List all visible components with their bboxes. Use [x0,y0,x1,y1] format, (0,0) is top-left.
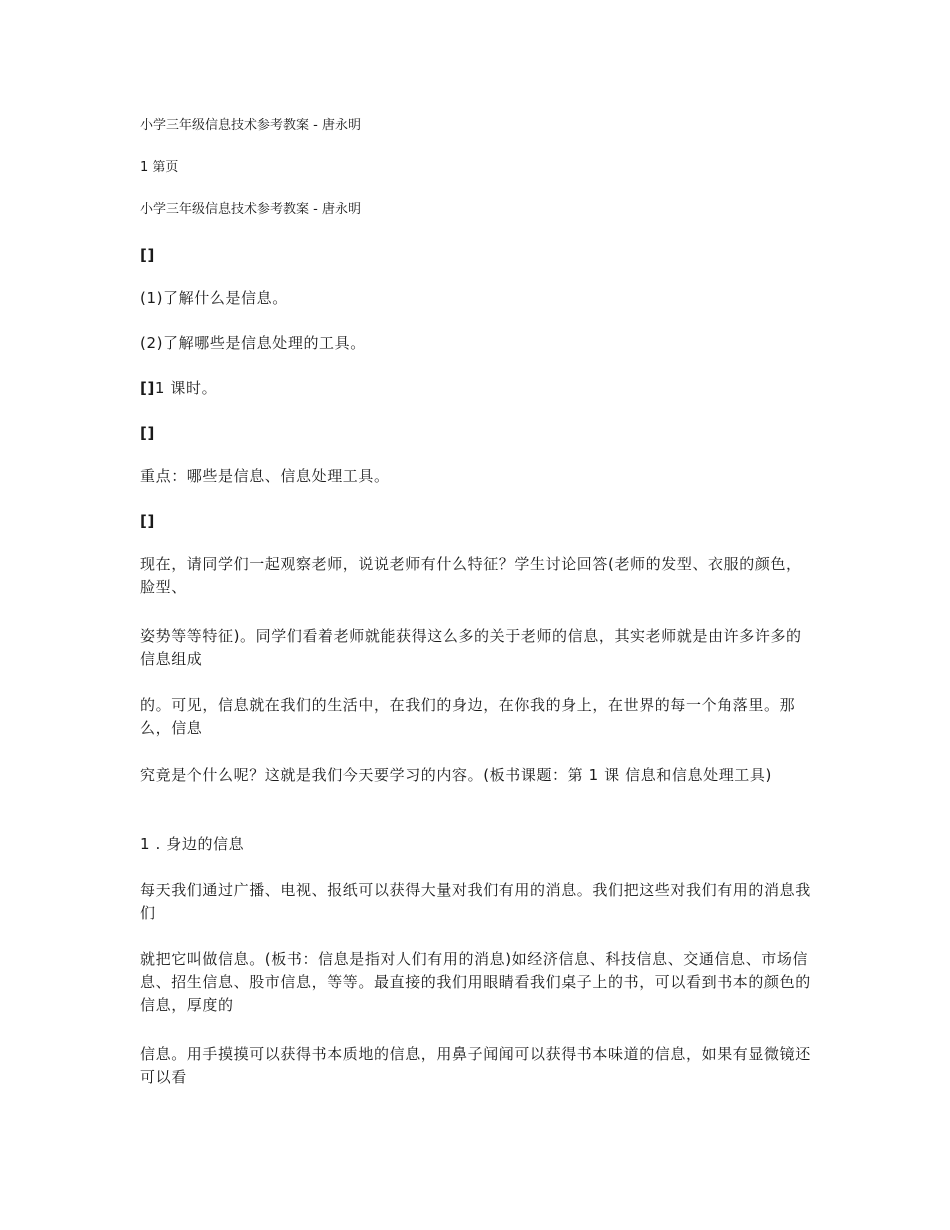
paragraph-3: 的。可见，信息就在我们的生活中，在我们的身边，在你我的身上，在世界的每一个角落里。那么，信息 [140,696,796,737]
header-title: 小学三年级信息技术参考教案 - 唐永明 [140,118,361,133]
section-marker-process: [] [140,512,155,530]
paragraph-1: 现在，请同学们一起观察老师，说说老师有什么特征？学生讨论回答(老师的发型、衣服的颜色，脸型、 [140,555,802,596]
document-subtitle: 小学三年级信息技术参考教案 - 唐永明 [140,202,361,217]
objective-2: (2)了解哪些是信息处理的工具。 [140,334,366,352]
heading-surrounding-info: 1 . 身边的信息 [140,835,245,853]
key-point: 重点：哪些是信息、信息处理工具。 [140,467,390,485]
page-label: 1 第页 [140,160,179,175]
section-marker-objectives: [] [140,246,155,264]
hours-line [140,377,812,400]
hours-text: 1 课时。 [154,379,218,397]
section-marker-hours: [] [140,379,155,397]
paragraph-5: 每天我们通过广播、电视、报纸可以获得大量对我们有用的消息。我们把这些对我们有用的消息我们 [140,881,811,922]
paragraph-7: 信息。用手摸摸可以获得书本质地的信息，用鼻子闻闻可以获得书本味道的信息，如果有显微镜还可以看 [140,1045,811,1086]
paragraph-2: 姿势等等特征)。同学们看着老师就能获得这么多的关于老师的信息，其实老师就是由许多许多的信息组成 [140,627,802,668]
paragraph-4: 究竟是个什么呢？这就是我们今天要学习的内容。(板书课题：第 1 课 信息和信息处理工具) [140,766,772,784]
objective-1: (1)了解什么是信息。 [140,289,288,307]
section-marker-keypoint: [] [140,424,155,442]
paragraph-6: 就把它叫做信息。(板书：信息是指对人们有用的消息)如经济信息、科技信息、交通信息、市场信息、招生信息、股市信息，等等。最直接的我们用眼睛看我们桌子上的书，可以看到书本的颜色的信息，厚度的 [140,950,811,1014]
